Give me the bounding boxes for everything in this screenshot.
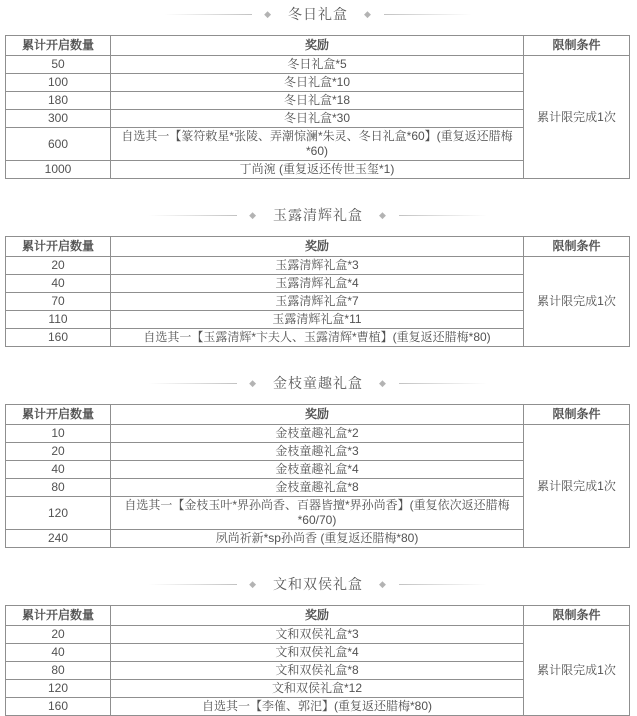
- count-cell: 160: [6, 329, 111, 347]
- reward-table: [5, 605, 630, 716]
- header-limit: 限制条件: [524, 36, 630, 56]
- section-title: [5, 6, 631, 22]
- reward-cell: 冬日礼盒*18: [111, 92, 524, 110]
- gift-section: [5, 375, 631, 548]
- reward-cell: 文和双侯礼盒*12: [111, 680, 524, 698]
- header-limit: 限制条件: [524, 405, 630, 425]
- count-cell: 50: [6, 56, 111, 74]
- title-line-left: [149, 584, 237, 585]
- reward-table: [5, 35, 630, 179]
- table-row: [6, 56, 630, 74]
- reward-cell: 文和双侯礼盒*8: [111, 662, 524, 680]
- reward-cell: 自选其一【篆符敕星*张陵、弄潮惊澜*朱灵、冬日礼盒*60】(重复返还腊梅*60): [111, 128, 524, 161]
- reward-cell: 玉露清辉礼盒*4: [111, 275, 524, 293]
- reward-cell: 冬日礼盒*30: [111, 110, 524, 128]
- header-row: [6, 405, 630, 425]
- limit-cell: 累计限完成1次: [524, 56, 630, 179]
- gift-section: [5, 576, 631, 716]
- header-row: [6, 237, 630, 257]
- count-cell: 120: [6, 680, 111, 698]
- header-limit: 限制条件: [524, 237, 630, 257]
- header-reward: 奖励: [111, 606, 524, 626]
- section-title: [5, 207, 631, 223]
- header-row: [6, 36, 630, 56]
- reward-cell: 自选其一【李傕、郭汜】(重复返还腊梅*80): [111, 698, 524, 716]
- section-title-text: 金枝童趣礼盒: [273, 375, 363, 391]
- reward-cell: 金枝童趣礼盒*2: [111, 425, 524, 443]
- header-limit: 限制条件: [524, 606, 630, 626]
- title-line-left: [149, 383, 237, 384]
- title-line-right: [399, 383, 487, 384]
- count-cell: 120: [6, 497, 111, 530]
- section-title-text: 玉露清辉礼盒: [273, 207, 363, 223]
- diamond-icon: ◆: [264, 8, 272, 19]
- section-title-text: 文和双侯礼盒: [273, 576, 363, 592]
- diamond-icon: ◆: [249, 209, 257, 220]
- diamond-icon: ◆: [379, 578, 387, 589]
- title-line-left: [164, 14, 252, 15]
- count-cell: 1000: [6, 161, 111, 179]
- count-cell: 160: [6, 698, 111, 716]
- reward-cell: 冬日礼盒*10: [111, 74, 524, 92]
- reward-cell: 玉露清辉礼盒*7: [111, 293, 524, 311]
- count-cell: 20: [6, 257, 111, 275]
- table-row: [6, 257, 630, 275]
- diamond-icon: ◆: [249, 377, 257, 388]
- reward-cell: 金枝童趣礼盒*3: [111, 443, 524, 461]
- count-cell: 600: [6, 128, 111, 161]
- reward-cell: 夙尚祈新*sp孙尚香 (重复返还腊梅*80): [111, 530, 524, 548]
- reward-cell: 丁尚涴 (重复返还传世玉玺*1): [111, 161, 524, 179]
- diamond-icon: ◆: [249, 578, 257, 589]
- limit-cell: 累计限完成1次: [524, 626, 630, 716]
- count-cell: 240: [6, 530, 111, 548]
- count-cell: 70: [6, 293, 111, 311]
- count-cell: 40: [6, 461, 111, 479]
- reward-cell: 金枝童趣礼盒*4: [111, 461, 524, 479]
- header-reward: 奖励: [111, 405, 524, 425]
- reward-cell: 自选其一【玉露清辉*卞夫人、玉露清辉*曹植】(重复返还腊梅*80): [111, 329, 524, 347]
- count-cell: 180: [6, 92, 111, 110]
- reward-cell: 玉露清辉礼盒*11: [111, 311, 524, 329]
- header-count: 累计开启数量: [6, 606, 111, 626]
- reward-cell: 文和双侯礼盒*4: [111, 644, 524, 662]
- section-title-text: 冬日礼盒: [288, 6, 348, 22]
- reward-cell: 自选其一【金枝玉叶*界孙尚香、百器皆擅*界孙尚香】(重复依次返还腊梅*60/70): [111, 497, 524, 530]
- title-line-right: [399, 584, 487, 585]
- header-count: 累计开启数量: [6, 36, 111, 56]
- count-cell: 100: [6, 74, 111, 92]
- diamond-icon: ◆: [379, 377, 387, 388]
- count-cell: 20: [6, 626, 111, 644]
- reward-table: [5, 404, 630, 548]
- count-cell: 10: [6, 425, 111, 443]
- count-cell: 300: [6, 110, 111, 128]
- header-row: [6, 606, 630, 626]
- reward-cell: 玉露清辉礼盒*3: [111, 257, 524, 275]
- reward-cell: 文和双侯礼盒*3: [111, 626, 524, 644]
- reward-cell: 金枝童趣礼盒*8: [111, 479, 524, 497]
- header-count: 累计开启数量: [6, 405, 111, 425]
- title-line-right: [384, 14, 472, 15]
- gift-section: [5, 6, 631, 179]
- gift-section: [5, 207, 631, 347]
- count-cell: 80: [6, 479, 111, 497]
- count-cell: 20: [6, 443, 111, 461]
- limit-cell: 累计限完成1次: [524, 257, 630, 347]
- table-row: [6, 626, 630, 644]
- count-cell: 80: [6, 662, 111, 680]
- limit-cell: 累计限完成1次: [524, 425, 630, 548]
- header-count: 累计开启数量: [6, 237, 111, 257]
- header-reward: 奖励: [111, 237, 524, 257]
- section-title: [5, 375, 631, 391]
- section-title: [5, 576, 631, 592]
- title-line-right: [399, 215, 487, 216]
- diamond-icon: ◆: [379, 209, 387, 220]
- reward-cell: 冬日礼盒*5: [111, 56, 524, 74]
- diamond-icon: ◆: [364, 8, 372, 19]
- count-cell: 110: [6, 311, 111, 329]
- count-cell: 40: [6, 275, 111, 293]
- reward-table: [5, 236, 630, 347]
- count-cell: 40: [6, 644, 111, 662]
- title-line-left: [149, 215, 237, 216]
- header-reward: 奖励: [111, 36, 524, 56]
- table-row: [6, 425, 630, 443]
